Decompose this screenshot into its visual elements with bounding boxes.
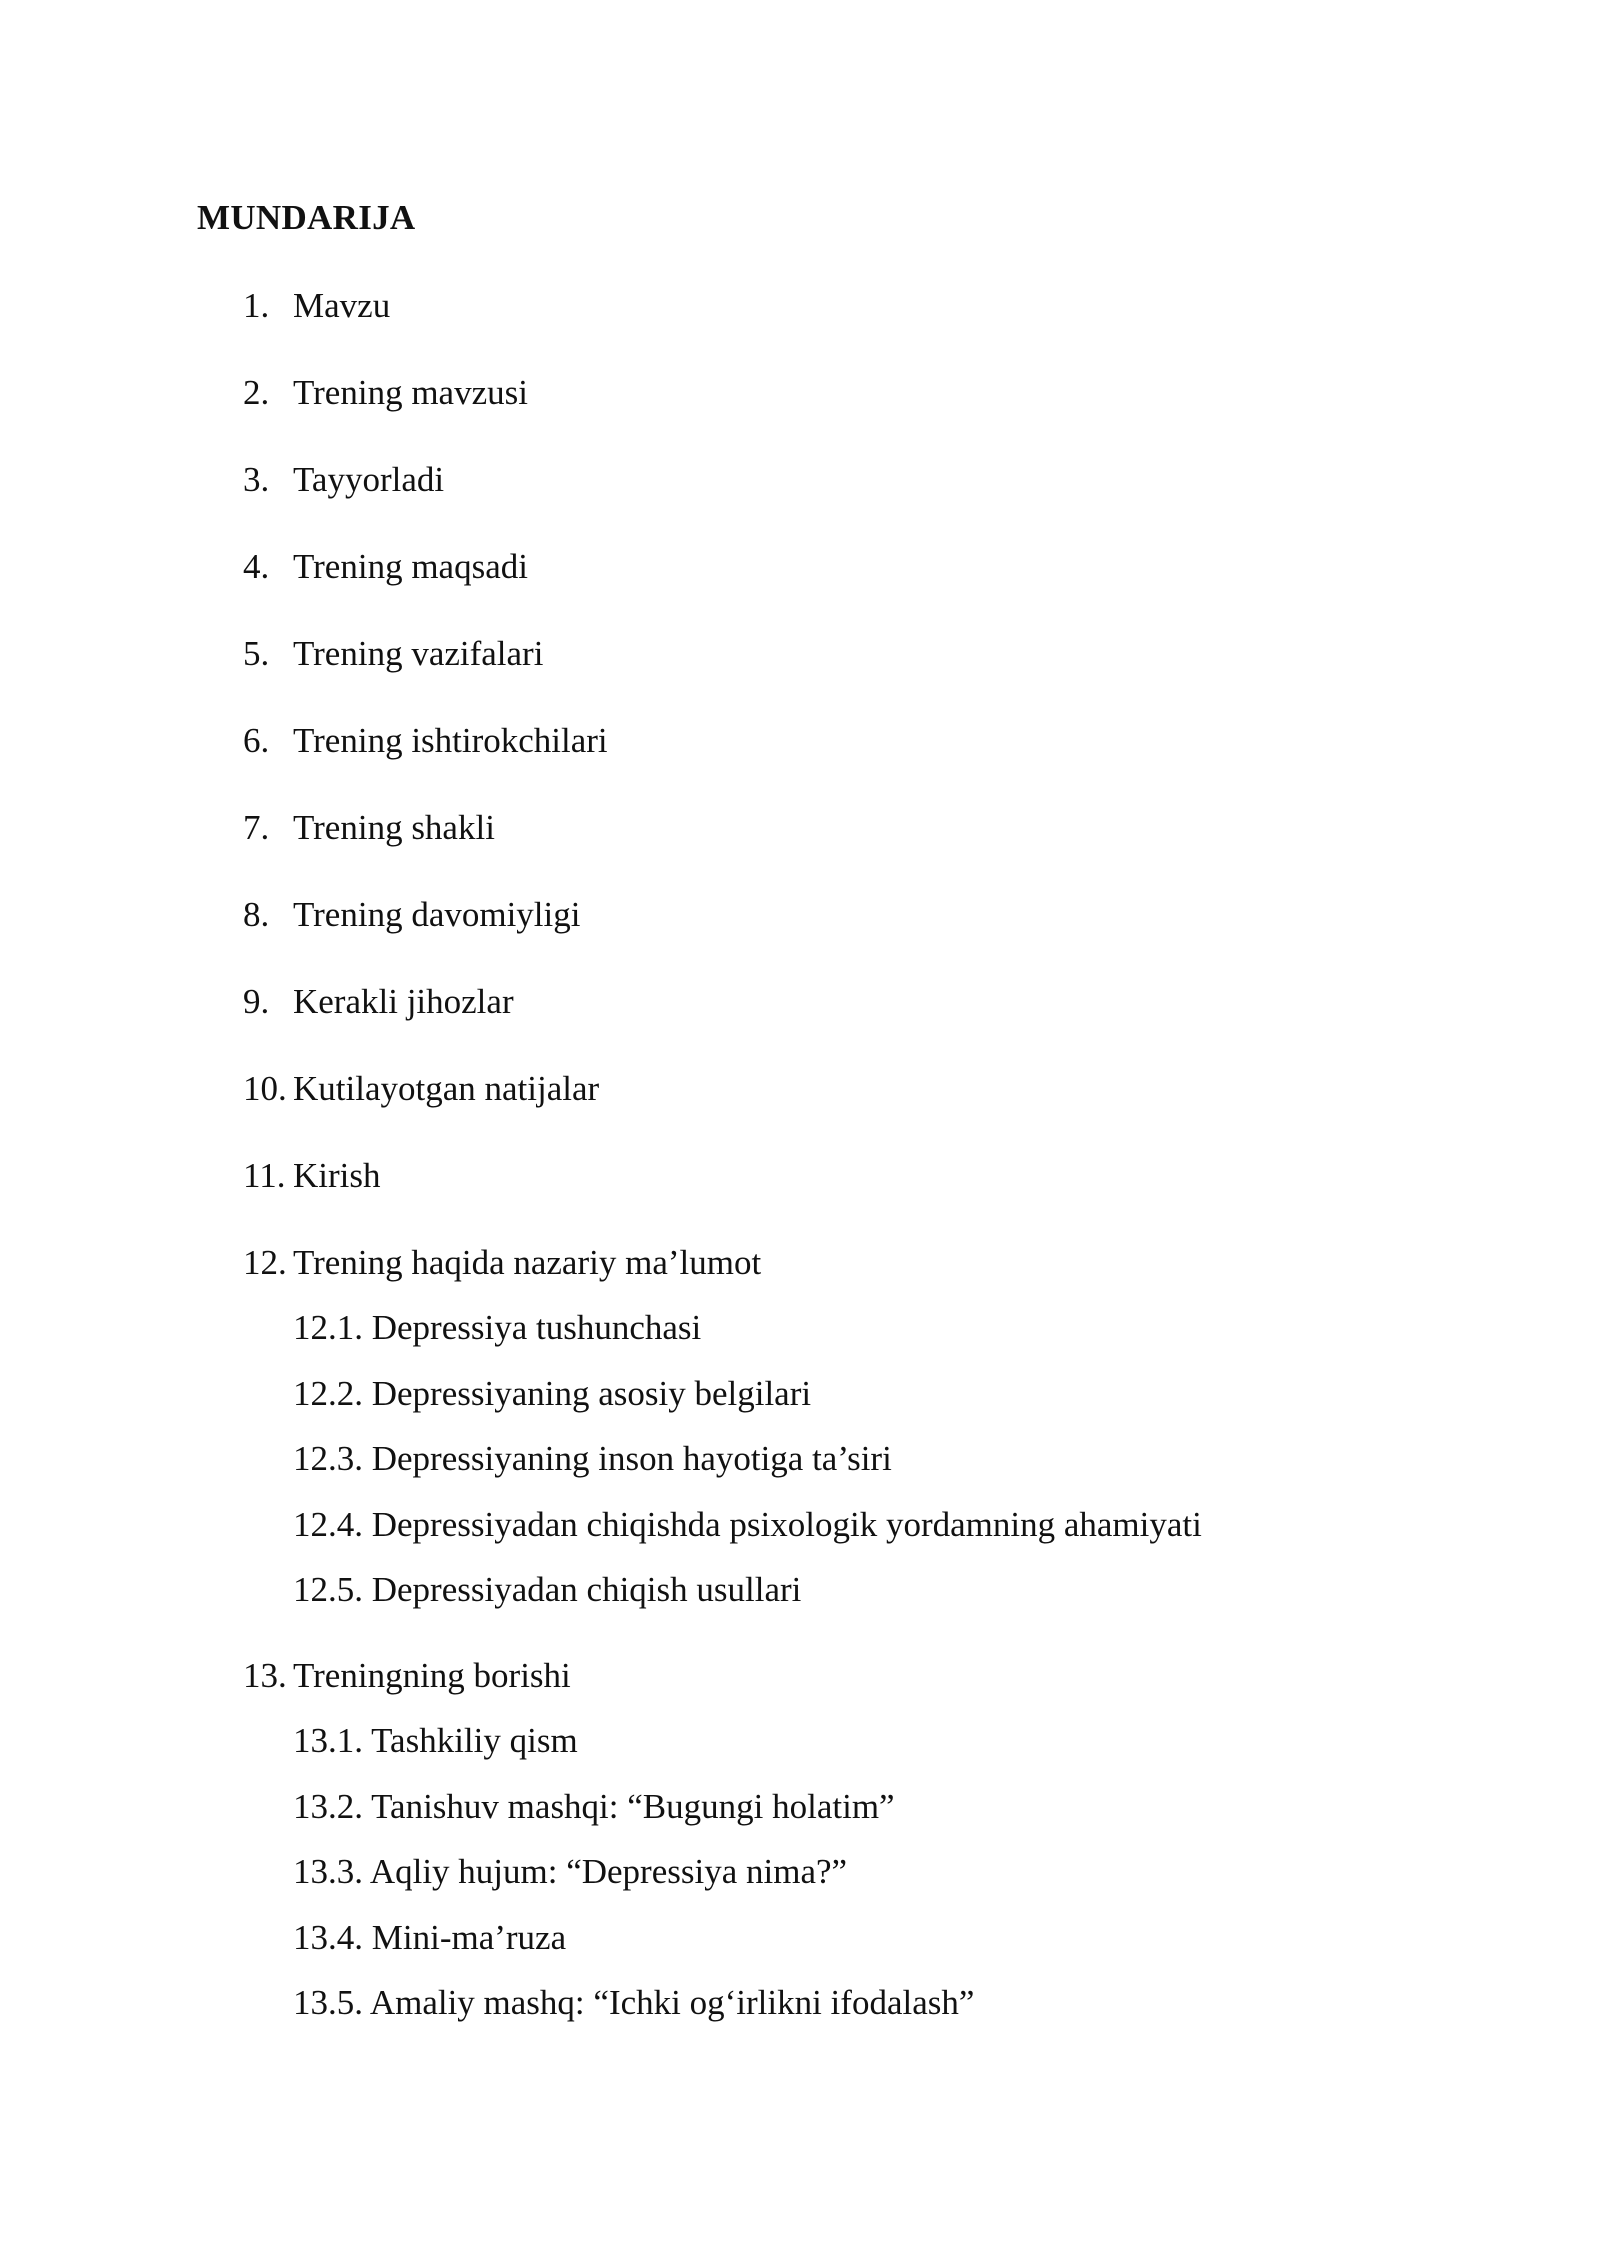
toc-subitem: 13.1. Tashkiliy qism [293, 1721, 578, 1760]
toc-title: MUNDARIJA [197, 198, 416, 237]
toc-item-label: Trening mavzusi [293, 373, 528, 412]
toc-item-label: Treningning borishi [293, 1656, 571, 1695]
toc-item-number: 5. [243, 634, 270, 673]
toc-item-number: 1. [243, 286, 270, 325]
toc-item-number: 6. [243, 721, 270, 760]
toc-subitem: 13.4. Mini-ma’ruza [293, 1918, 567, 1957]
toc-item-label: Mavzu [293, 286, 391, 325]
toc-subitem: 13.2. Tanishuv mashqi: “Bugungi holatim” [293, 1787, 895, 1826]
toc-subitem: 12.5. Depressiyadan chiqish usullari [293, 1570, 802, 1609]
toc-item-number: 3. [243, 460, 270, 499]
toc-item-label: Trening vazifalari [293, 634, 544, 673]
toc-item-number: 4. [243, 547, 270, 586]
toc-item-label: Kerakli jihozlar [293, 982, 514, 1021]
toc-item-label: Trening haqida nazariy ma’lumot [293, 1243, 762, 1282]
toc-item-number: 13. [243, 1656, 287, 1695]
toc-subitem: 13.3. Aqliy hujum: “Depressiya nima?” [293, 1852, 848, 1891]
toc-item-label: Kutilayotgan natijalar [293, 1069, 600, 1108]
toc-item-label: Trening shakli [293, 808, 495, 847]
toc-subitem: 12.1. Depressiya tushunchasi [293, 1308, 702, 1347]
toc-subitem: 13.5. Amaliy mashq: “Ichki og‘irlikni ifodalash” [293, 1983, 975, 2022]
toc-item-number: 12. [243, 1243, 287, 1282]
toc-item-number: 7. [243, 808, 270, 847]
toc-item-number: 9. [243, 982, 270, 1021]
toc-item-number: 8. [243, 895, 270, 934]
toc-item-label: Trening maqsadi [293, 547, 528, 586]
toc-item-number: 11. [243, 1156, 286, 1195]
toc-item-label: Tayyorladi [293, 460, 445, 499]
toc-subitem: 12.4. Depressiyadan chiqishda psixologik yordamning ahamiyati [293, 1505, 1202, 1544]
toc-subitem: 12.2. Depressiyaning asosiy belgilari [293, 1374, 812, 1413]
toc-item-label: Kirish [293, 1156, 381, 1195]
toc-item-label: Trening ishtirokchilari [293, 721, 608, 760]
toc-item-label: Trening davomiyligi [293, 895, 581, 934]
toc-item-number: 2. [243, 373, 270, 412]
toc-item-number: 10. [243, 1069, 287, 1108]
toc-subitem: 12.3. Depressiyaning inson hayotiga ta’siri [293, 1439, 892, 1478]
